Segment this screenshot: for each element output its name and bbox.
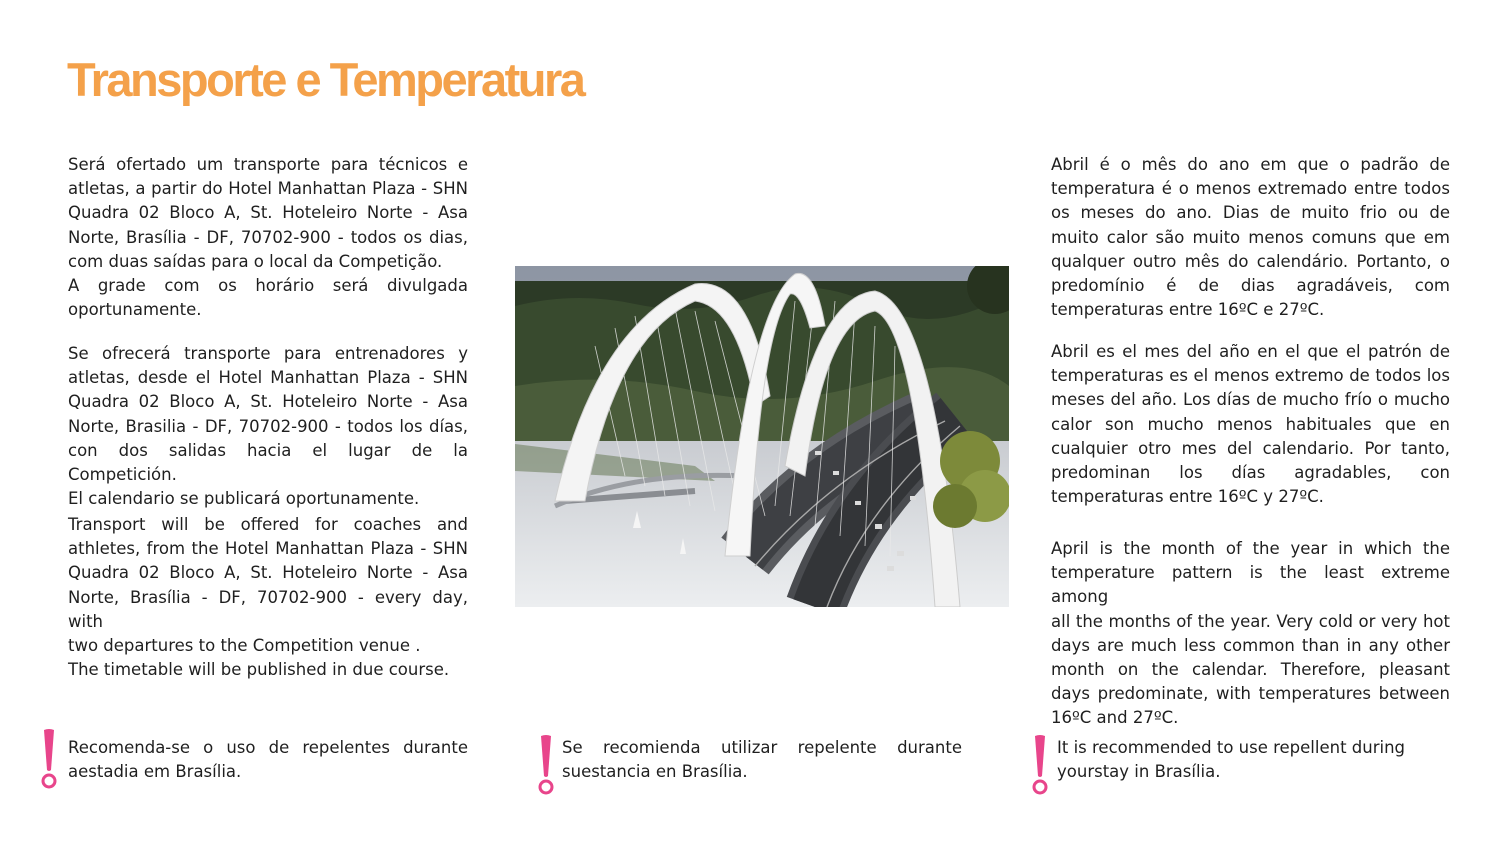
text-line: atletas, desde el Hotel Manhattan Plaza - SHN <box>68 368 468 388</box>
text-line: temperaturas entre 16ºC e 27ºC. <box>1051 300 1325 320</box>
text-line: The timetable will be published in due course. <box>68 660 450 680</box>
text-line: temperatura é o menos extremado entre todos <box>1051 179 1450 199</box>
text-line: calor son mucho menos habituales que en <box>1051 414 1450 434</box>
text-line: temperature pattern is the least extreme among <box>1051 563 1450 607</box>
text-line: Abril é o mês do ano em que o padrão de <box>1051 155 1450 174</box>
text-line: A grade com os horário será divulgada <box>68 276 468 296</box>
text-line: temperaturas entre 16ºC y 27ºC. <box>1051 487 1324 507</box>
text-line: predomínio é de dias agradáveis, com <box>1051 276 1450 296</box>
text-line: estancia en Brasília. <box>581 762 748 782</box>
text-line: month on the calendar. Therefore, pleasant <box>1051 660 1450 680</box>
text-line: Transport will be offered for coaches and <box>68 515 468 534</box>
text-line: muito calor são muito menos comuns que em <box>1051 227 1450 247</box>
text-line: cualquier otro mes del calendario. Por tanto, <box>1051 438 1450 458</box>
text-line: Quadra 02 Bloco A, St. Hoteleiro Norte - Asa <box>68 203 468 223</box>
text-line: Se ofrecerá transporte para entrenadores y <box>68 344 468 363</box>
text-line: predominan los días agradables, con <box>1051 463 1450 483</box>
exclamation-icon <box>1031 734 1049 798</box>
text-line: os meses do ano. Dias de muito frio ou de <box>1051 203 1450 223</box>
text-line: oportunamente. <box>68 300 202 320</box>
text-line: con dos salidas hacia el lugar de la Competición. <box>68 440 468 485</box>
temperature-text-es <box>1051 340 1450 509</box>
repellent-note-en <box>1057 736 1477 784</box>
text-line: Será ofertado um transporte para técnicos e <box>68 155 468 174</box>
bridge-photo <box>515 266 1009 607</box>
transport-text-en <box>68 513 468 682</box>
text-line: April is the month of the year in which the <box>1051 539 1450 558</box>
page-title: Transporte e Temperatura <box>67 53 584 106</box>
text-line: Norte, Brasilia - DF, 70702-900 - todos los días, <box>68 416 468 436</box>
text-line: Norte, Brasília - DF, 70702-900 - every day, with <box>68 587 468 631</box>
text-line: stay in Brasília. <box>1094 762 1221 782</box>
transport-text-pt <box>68 153 468 322</box>
text-line: athletes, from the Hotel Manhattan Plaza - SHN <box>68 539 468 559</box>
text-line: all the months of the year. Very cold or very hot <box>1051 611 1450 631</box>
repellent-note-pt <box>68 736 468 784</box>
exclamation-icon <box>537 734 555 798</box>
text-line: El calendario se publicará oportunamente. <box>68 489 420 509</box>
temperature-text-pt <box>1051 153 1450 322</box>
text-line: temperaturas es el menos extremo de todos los <box>1051 366 1450 386</box>
transport-text-es <box>68 342 468 511</box>
text-line: Quadra 02 Bloco A, St. Hoteleiro Norte - Asa <box>68 392 468 412</box>
text-line: Abril es el mes del año en el que el patrón de <box>1051 342 1450 361</box>
text-line: Se recomienda utilizar repelente durante su <box>562 738 962 782</box>
text-line: com duas saídas para o local da Competição. <box>68 251 443 271</box>
text-line: Norte, Brasília - DF, 70702-900 - todos os dias, <box>68 227 468 247</box>
text-line: days are much less common than in any other <box>1051 635 1450 655</box>
text-line: meses del año. Los días de mucho frío o mucho <box>1051 390 1450 410</box>
text-line: qualquer outro mês do calendário. Portanto, o <box>1051 251 1450 271</box>
text-line: Quadra 02 Bloco A, St. Hoteleiro Norte - Asa <box>68 563 468 583</box>
repellent-note-es <box>562 736 962 784</box>
text-line: two departures to the Competition venue . <box>68 636 421 656</box>
text-line: days predominate, with temperatures between <box>1051 684 1450 704</box>
exclamation-icon <box>40 728 58 792</box>
text-line: 16ºC and 27ºC. <box>1051 708 1179 728</box>
text-line: atletas, a partir do Hotel Manhattan Plaza - SHN <box>68 179 468 199</box>
text-line: It is recommended to use repellent during your <box>1057 738 1406 782</box>
temperature-text-en <box>1051 537 1450 731</box>
text-line: estadia em Brasília. <box>78 762 242 782</box>
text-line: Recomenda-se o uso de repelentes durante a <box>68 738 468 782</box>
